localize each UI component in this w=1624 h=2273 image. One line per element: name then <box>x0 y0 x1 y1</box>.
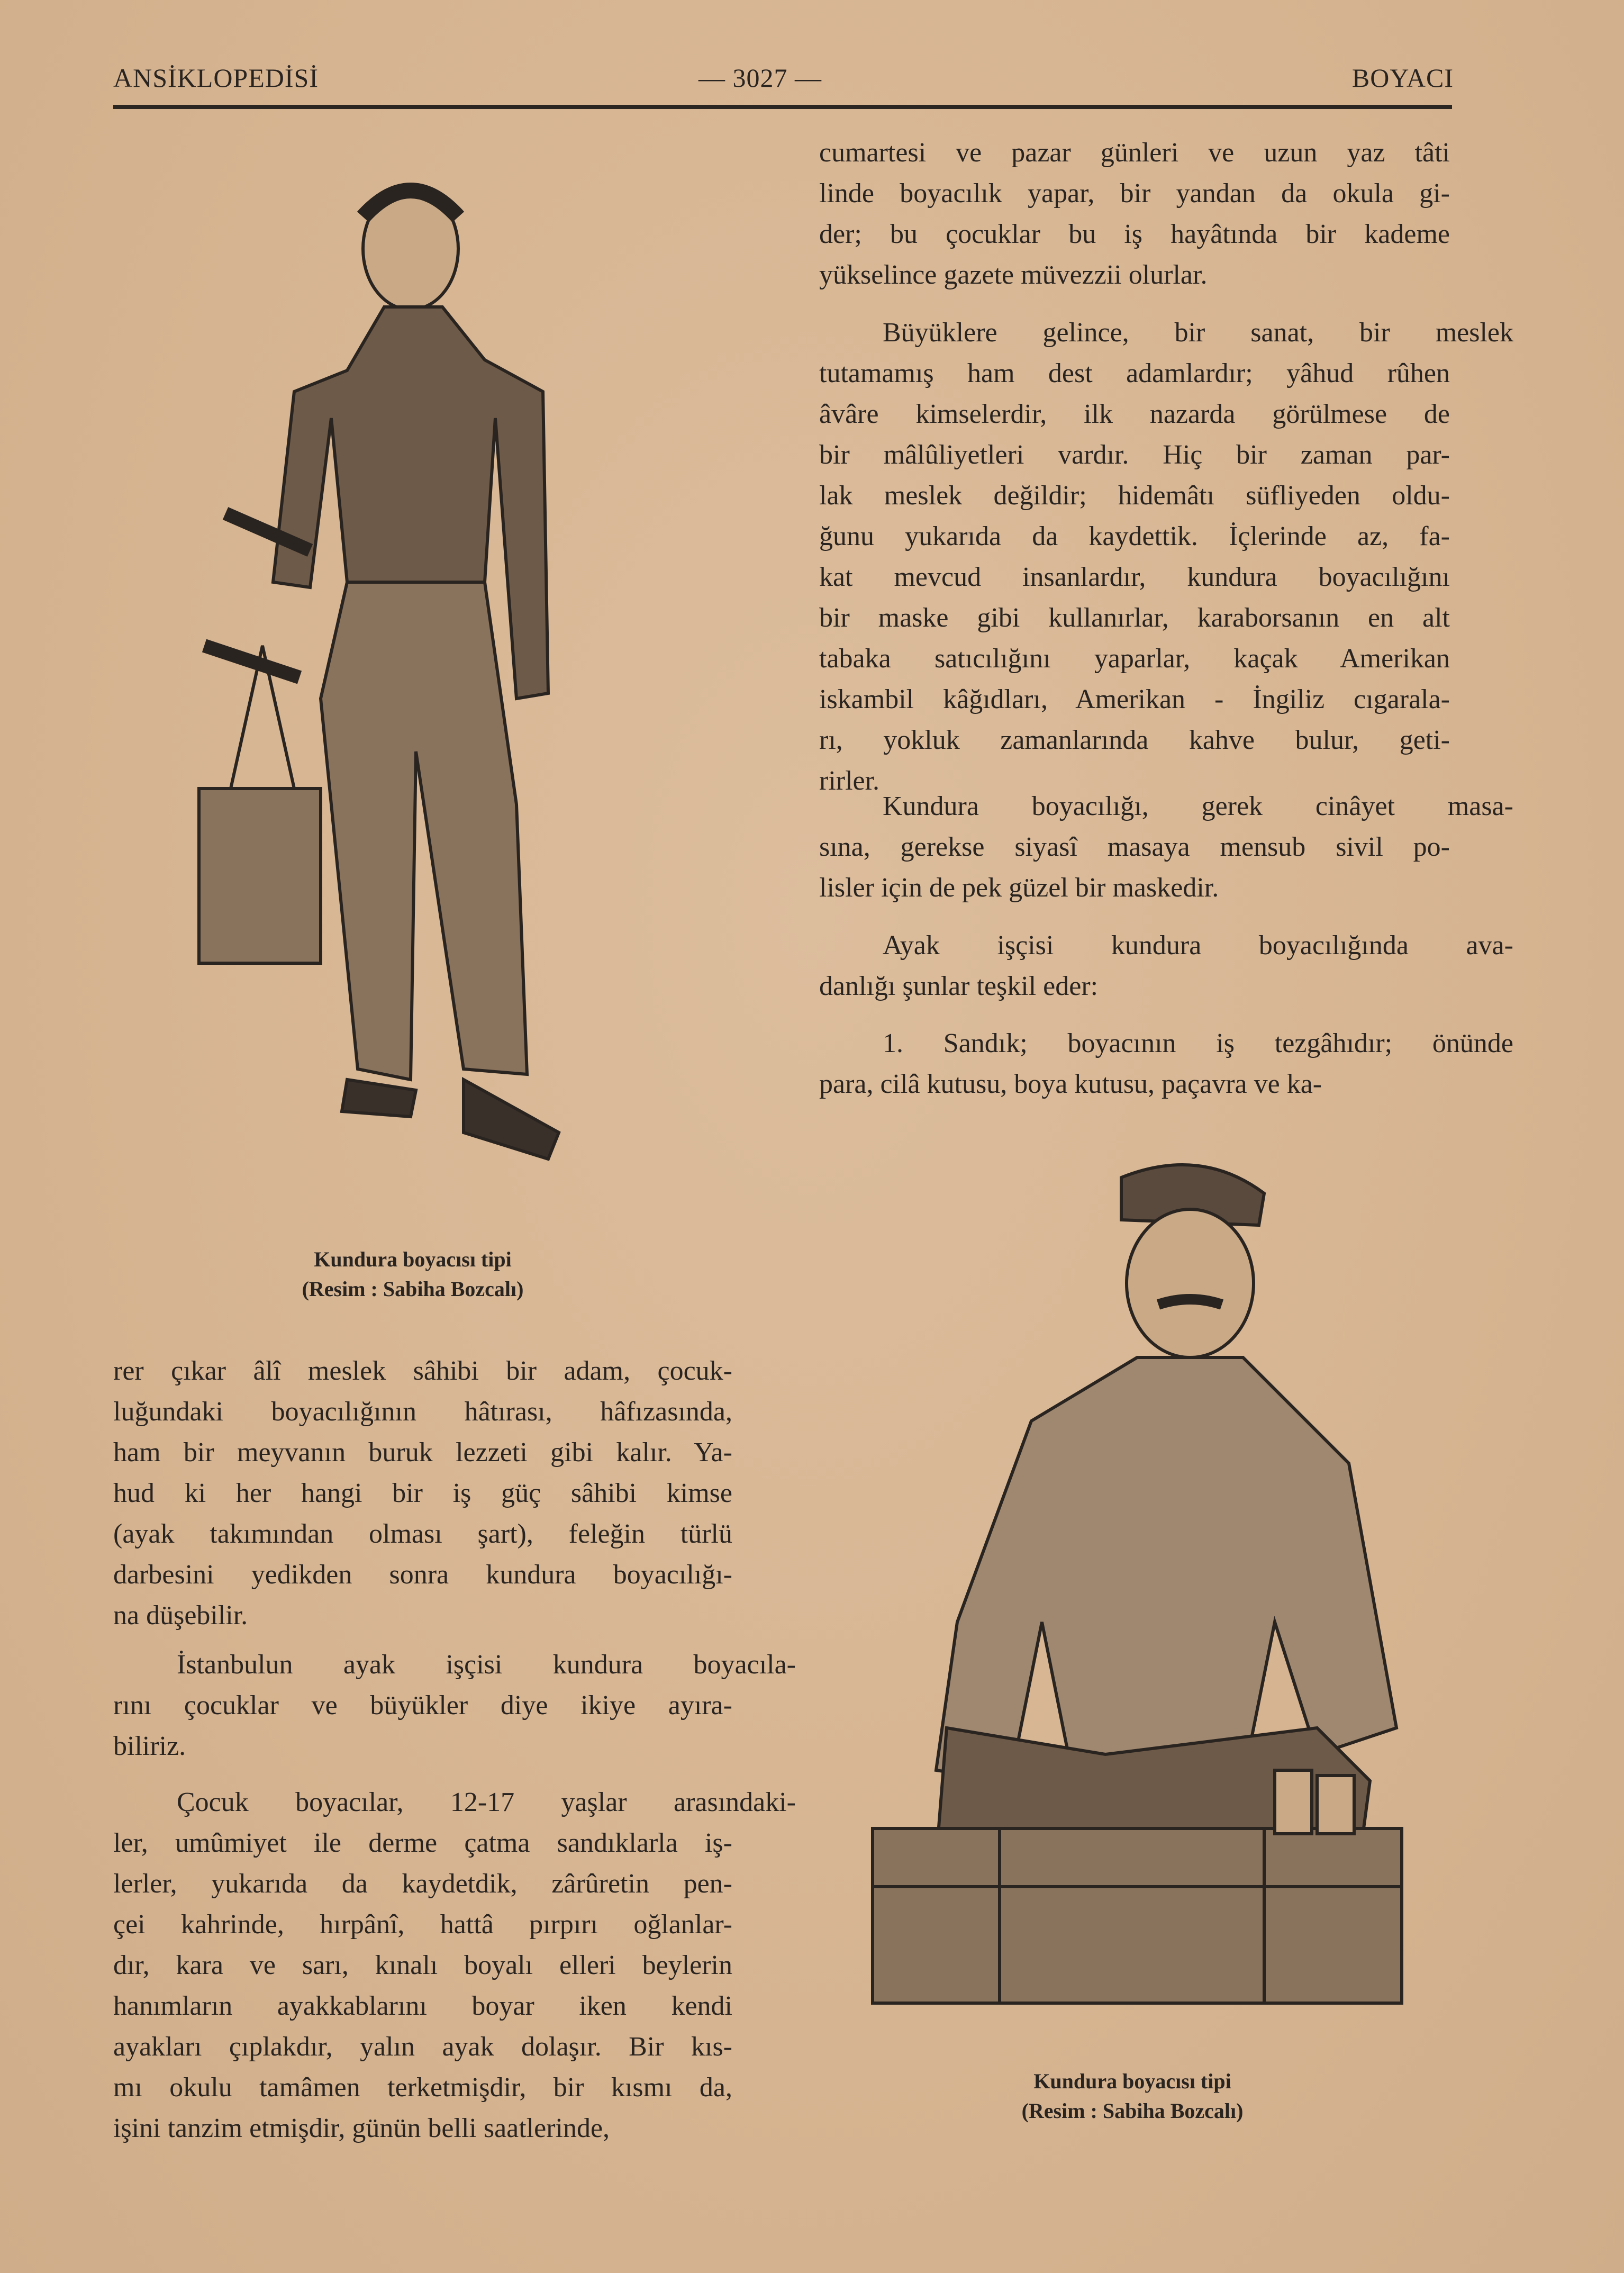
text-line: der; bu çocuklar bu iş hayâtında bir kademe <box>819 219 1450 249</box>
text-line: hud ki her hangi bir iş güç sâhibi kimse <box>113 1478 732 1508</box>
text-line: âvâre kimselerdir, ilk nazarda görülmese de <box>819 399 1450 429</box>
paragraph <box>819 786 1513 908</box>
text-line: bir mâlûliyetleri vardır. Hiç bir zaman par- <box>819 440 1450 470</box>
paragraph <box>819 312 1513 801</box>
page-number: — 3027 — <box>698 63 822 93</box>
text-line: na düşebilir. <box>113 1600 248 1631</box>
text-line: rı, yokluk zamanlarında kahve bulur, geti- <box>819 725 1450 755</box>
text-line: ayakları çıplakdır, yalın ayak dolaşır. Bir kıs- <box>113 2032 732 2062</box>
paragraph <box>113 1782 796 2149</box>
header-rule <box>113 105 1452 109</box>
text-line: 1. Sandık; boyacının iş tezgâhıdır; önünde <box>883 1028 1513 1058</box>
caption-title: Kundura boyacısı tipi <box>1033 2069 1231 2093</box>
text-line: lisler için de pek güzel bir maskedir. <box>819 873 1219 903</box>
text-line: rirler. <box>819 766 880 796</box>
text-line: cumartesi ve pazar günleri ve uzun yaz tâti <box>819 138 1450 168</box>
text-line: tutamamış ham dest adamlardır; yâhud rûhen <box>819 358 1450 388</box>
text-line: mı okulu tamâmen terketmişdir, bir kısmı da, <box>113 2072 732 2103</box>
caption-credit: (Resim : Sabiha Bozcalı) <box>302 1277 524 1301</box>
text-line: çei kahrinde, hırpânî, hattâ pırpırı oğlanlar- <box>113 1909 732 1940</box>
text-line: danlığı şunlar teşkil eder: <box>819 971 1099 1001</box>
header-right: BOYACI <box>1351 63 1454 93</box>
text-line: ham bir meyvanın buruk lezzeti gibi kalır. Ya- <box>113 1437 732 1468</box>
paragraph <box>819 925 1513 1007</box>
text-line: dır, kara ve sarı, kınalı boyalı elleri beylerin <box>113 1950 732 1980</box>
figure-caption-1 <box>254 1245 571 1304</box>
text-line: Kundura boyacılığı, gerek cinâyet masa- <box>883 791 1513 821</box>
text-line: hanımların ayakkablarını boyar iken kendi <box>113 1991 732 2021</box>
text-line: rını çocuklar ve büyükler diye ikiye ayıra- <box>113 1690 732 1720</box>
text-line: lak meslek değildir; hidemâtı süfliyeden oldu- <box>819 481 1450 511</box>
caption-title: Kundura boyacısı tipi <box>314 1247 512 1271</box>
text-line: kat mevcud insanlardır, kundura boyacılığını <box>819 562 1450 592</box>
text-line: işini tanzim etmişdir, günün belli saatlerinde, <box>113 2113 610 2143</box>
text-line: ler, umûmiyet ile derme çatma sandıklarla iş- <box>113 1828 732 1858</box>
text-line: darbesini yedikden sonra kundura boyacılığı- <box>113 1560 732 1590</box>
text-line: linde boyacılık yapar, bir yandan da okula gi- <box>819 178 1450 209</box>
illustration-seated-man <box>841 1146 1431 2032</box>
text-line: Ayak işçisi kundura boyacılığında ava- <box>883 930 1513 961</box>
header-left: ANSİKLOPEDİSİ <box>113 63 319 93</box>
text-line: iskambil kâğıdları, Amerikan - İngiliz cıgarala- <box>819 684 1450 714</box>
text-line: yükselince gazete müvezzii olurlar. <box>819 260 1208 290</box>
text-line: para, cilâ kutusu, boya kutusu, paçavra ve ka- <box>819 1069 1322 1099</box>
text-line: İstanbulun ayak işçisi kundura boyacıla- <box>177 1650 796 1680</box>
text-line: Büyüklere gelince, bir sanat, bir meslek <box>883 318 1513 348</box>
paragraph <box>819 132 1450 295</box>
text-line: ğunu yukarıda da kaydettik. İçlerinde az, fa- <box>819 521 1450 551</box>
paragraph <box>113 1644 796 1767</box>
figure-caption-2 <box>952 2067 1312 2126</box>
caption-credit: (Resim : Sabiha Bozcalı) <box>1021 2099 1244 2123</box>
text-line: luğundaki boyacılığının hâtırası, hâfızasında, <box>113 1397 732 1427</box>
text-line: (ayak takımından olması şart), feleğin türlü <box>113 1519 732 1549</box>
text-line: bir maske gibi kullanırlar, karaborsanın en alt <box>819 603 1450 633</box>
paragraph <box>113 1351 732 1636</box>
text-line: rer çıkar âlî meslek sâhibi bir adam, çocuk- <box>113 1356 732 1386</box>
text-line: Çocuk boyacılar, 12-17 yaşlar arasındaki- <box>177 1787 796 1817</box>
text-line: tabaka satıcılığını yaparlar, kaçak Amerikan <box>819 644 1450 674</box>
text-line: biliriz. <box>113 1731 186 1761</box>
illustration-standing-boy <box>188 169 628 1191</box>
text-line: lerler, yukarıda da kaydetdik, zârûretin pen- <box>113 1869 732 1899</box>
text-line: sına, gerekse siyasî masaya mensub sivil po- <box>819 832 1450 862</box>
paragraph <box>819 1023 1513 1104</box>
